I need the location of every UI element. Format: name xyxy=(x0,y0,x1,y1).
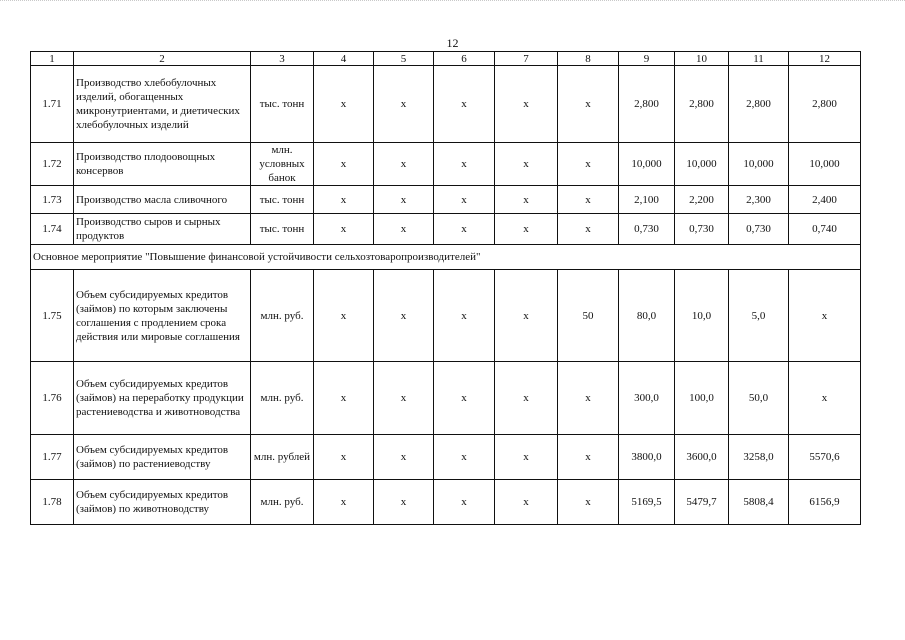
table-row xyxy=(31,186,861,214)
unit-cell: тыс. тонн xyxy=(251,66,314,143)
section-title: Основное мероприятие "Повышение финансовой устойчивости сельхозтоваропроизводителей" xyxy=(31,245,861,270)
row-number: 1.74 xyxy=(31,214,74,245)
value-cell: x xyxy=(495,143,558,186)
value-cell: x xyxy=(558,214,619,245)
column-header: 7 xyxy=(495,52,558,66)
row-number: 1.76 xyxy=(31,362,74,435)
column-header: 3 xyxy=(251,52,314,66)
unit-cell: тыс. тонн xyxy=(251,214,314,245)
indicator-name: Объем субсидируемых кредитов (займов) по растениеводству xyxy=(74,435,251,480)
value-cell: 0,730 xyxy=(619,214,675,245)
column-header: 2 xyxy=(74,52,251,66)
value-cell: 5169,5 xyxy=(619,480,675,525)
value-cell: x xyxy=(558,143,619,186)
value-cell: 80,0 xyxy=(619,270,675,362)
unit-cell: млн. руб. xyxy=(251,362,314,435)
indicator-name: Производство плодоовощных консервов xyxy=(74,143,251,186)
value-cell: x xyxy=(495,186,558,214)
column-header: 9 xyxy=(619,52,675,66)
table-row xyxy=(31,435,861,480)
indicator-name: Производство сыров и сырных продуктов xyxy=(74,214,251,245)
table-row xyxy=(31,480,861,525)
table-row xyxy=(31,362,861,435)
value-cell: x xyxy=(314,214,374,245)
value-cell: 2,200 xyxy=(675,186,729,214)
value-cell: x xyxy=(374,362,434,435)
unit-cell: млн. руб. xyxy=(251,270,314,362)
value-cell: x xyxy=(374,270,434,362)
value-cell: x xyxy=(495,362,558,435)
row-number: 1.71 xyxy=(31,66,74,143)
unit-cell: млн. рублей xyxy=(251,435,314,480)
indicator-name: Производство хлебобулочных изделий, обогащенных микронутриентами, и диетических хлебобулочных изделий xyxy=(74,66,251,143)
table-row xyxy=(31,270,861,362)
value-cell: 10,000 xyxy=(729,143,789,186)
value-cell: 2,800 xyxy=(619,66,675,143)
indicator-name: Производство масла сливочного xyxy=(74,186,251,214)
column-header: 11 xyxy=(729,52,789,66)
value-cell: x xyxy=(434,270,495,362)
value-cell: 2,300 xyxy=(729,186,789,214)
value-cell: x xyxy=(495,435,558,480)
value-cell: x xyxy=(434,480,495,525)
value-cell: 2,800 xyxy=(675,66,729,143)
value-cell: 5808,4 xyxy=(729,480,789,525)
value-cell: 3800,0 xyxy=(619,435,675,480)
value-cell: x xyxy=(434,143,495,186)
value-cell: 2,100 xyxy=(619,186,675,214)
value-cell: x xyxy=(374,66,434,143)
value-cell: 10,000 xyxy=(619,143,675,186)
section-row xyxy=(31,245,861,270)
value-cell: 0,730 xyxy=(729,214,789,245)
value-cell: 3258,0 xyxy=(729,435,789,480)
value-cell: 300,0 xyxy=(619,362,675,435)
value-cell: 100,0 xyxy=(675,362,729,435)
value-cell: x xyxy=(374,214,434,245)
row-number: 1.77 xyxy=(31,435,74,480)
value-cell: x xyxy=(789,270,861,362)
column-header: 1 xyxy=(31,52,74,66)
value-cell: x xyxy=(314,362,374,435)
value-cell: 5570,6 xyxy=(789,435,861,480)
value-cell: x xyxy=(558,435,619,480)
value-cell: x xyxy=(314,480,374,525)
indicator-name: Объем субсидируемых кредитов (займов) по которым заключены соглашения с продлением срока действия или мировые соглашения xyxy=(74,270,251,362)
page-number: 12 xyxy=(446,36,459,50)
column-header: 5 xyxy=(374,52,434,66)
value-cell: x xyxy=(558,186,619,214)
unit-cell: млн. руб. xyxy=(251,480,314,525)
value-cell: x xyxy=(558,66,619,143)
value-cell: x xyxy=(434,186,495,214)
value-cell: x xyxy=(434,66,495,143)
value-cell: 2,400 xyxy=(789,186,861,214)
scan-artifact-line xyxy=(0,0,905,7)
value-cell: x xyxy=(495,66,558,143)
value-cell: x xyxy=(495,480,558,525)
value-cell: 0,740 xyxy=(789,214,861,245)
value-cell: 6156,9 xyxy=(789,480,861,525)
value-cell: 2,800 xyxy=(729,66,789,143)
indicators-table xyxy=(30,51,861,525)
value-cell: 50 xyxy=(558,270,619,362)
unit-cell: млн. условных банок xyxy=(251,143,314,186)
table-row xyxy=(31,214,861,245)
value-cell: 10,0 xyxy=(675,270,729,362)
indicator-name: Объем субсидируемых кредитов (займов) по животноводству xyxy=(74,480,251,525)
value-cell: x xyxy=(434,435,495,480)
value-cell: 10,000 xyxy=(675,143,729,186)
column-header: 12 xyxy=(789,52,861,66)
row-number: 1.78 xyxy=(31,480,74,525)
value-cell: x xyxy=(789,362,861,435)
unit-cell: тыс. тонн xyxy=(251,186,314,214)
value-cell: x xyxy=(495,214,558,245)
value-cell: 5,0 xyxy=(729,270,789,362)
value-cell: x xyxy=(314,270,374,362)
table-row xyxy=(31,143,861,186)
value-cell: x xyxy=(434,362,495,435)
row-number: 1.75 xyxy=(31,270,74,362)
row-number: 1.72 xyxy=(31,143,74,186)
value-cell: x xyxy=(314,143,374,186)
column-header: 8 xyxy=(558,52,619,66)
value-cell: x xyxy=(374,435,434,480)
row-number: 1.73 xyxy=(31,186,74,214)
header-row xyxy=(31,52,861,66)
value-cell: 10,000 xyxy=(789,143,861,186)
value-cell: x xyxy=(314,66,374,143)
value-cell: x xyxy=(374,143,434,186)
value-cell: x xyxy=(495,270,558,362)
value-cell: x xyxy=(374,480,434,525)
column-header: 4 xyxy=(314,52,374,66)
value-cell: 0,730 xyxy=(675,214,729,245)
column-header: 6 xyxy=(434,52,495,66)
value-cell: 50,0 xyxy=(729,362,789,435)
value-cell: x xyxy=(314,435,374,480)
value-cell: x xyxy=(558,362,619,435)
table-row xyxy=(31,66,861,143)
value-cell: x xyxy=(314,186,374,214)
table-body xyxy=(31,52,861,525)
value-cell: 2,800 xyxy=(789,66,861,143)
indicator-name: Объем субсидируемых кредитов (займов) на переработку продукции растениеводства и животноводства xyxy=(74,362,251,435)
value-cell: x xyxy=(374,186,434,214)
value-cell: 3600,0 xyxy=(675,435,729,480)
column-header: 10 xyxy=(675,52,729,66)
value-cell: 5479,7 xyxy=(675,480,729,525)
value-cell: x xyxy=(434,214,495,245)
value-cell: x xyxy=(558,480,619,525)
